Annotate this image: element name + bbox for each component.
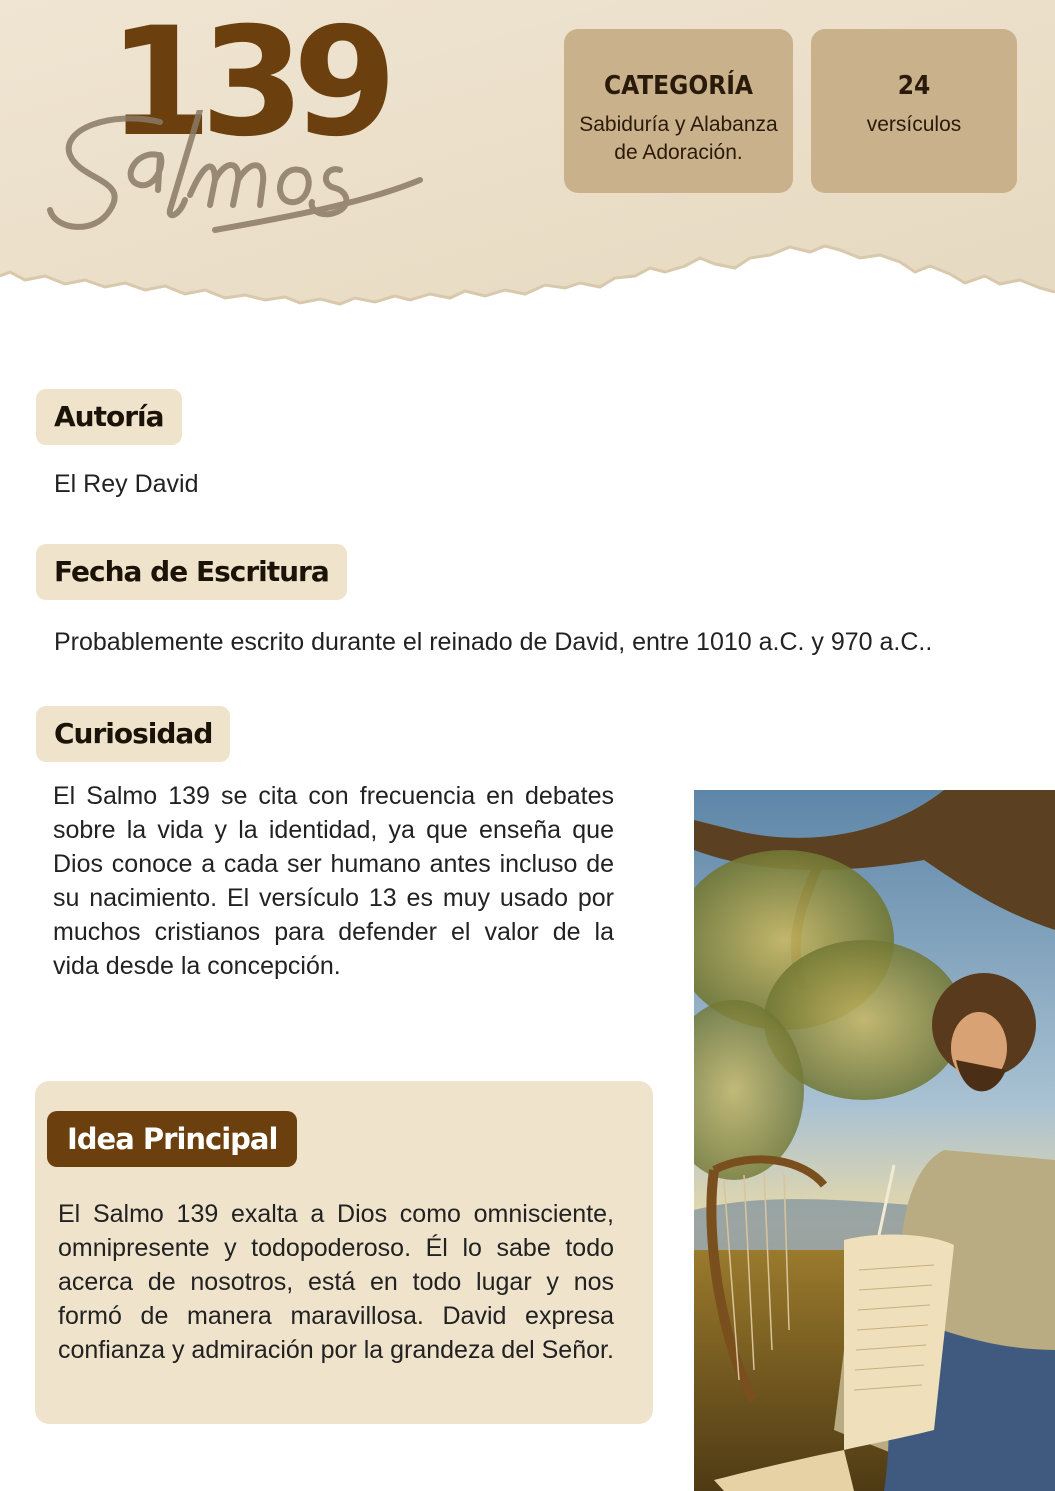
category-title: CATEGORÍA (603, 71, 754, 101)
curiosidad-text: El Salmo 139 se cita con frecuencia en debates sobre la vida y la identidad, ya que enseña que Dios conoce a cada ser humano antes incluso de su nacimiento. El versículo 13 es muy usado por muchos cristianos para defender el valor de la vida desde la concepción. (53, 782, 614, 980)
autoria-heading: Autoría (36, 389, 182, 445)
verses-box (811, 29, 1017, 193)
autoria-text: El Rey David (54, 470, 199, 498)
category-box (564, 29, 793, 193)
fecha-heading: Fecha de Escritura (36, 544, 347, 600)
idea-principal-text: El Salmo 139 exalta a Dios como omnisciente, omnipresente y todopoderoso. Él lo sabe todo acerca de nosotros, está en todo lugar y nos formó de manera maravillosa. David expresa confianza y admiración por la grandeza del Señor. (58, 1200, 614, 1364)
verses-label: versículos (866, 113, 962, 136)
category-line-1: Sabiduría y Alabanza (579, 113, 778, 136)
psalm-number: 139 (108, 0, 386, 170)
fecha-text: Probablemente escrito durante el reinado de David, entre 1010 a.C. y 970 a.C.. (54, 628, 933, 656)
curiosidad-heading: Curiosidad (36, 706, 230, 762)
david-harp-illustration (694, 790, 1055, 1491)
category-text (564, 111, 793, 167)
verses-count: 24 (897, 71, 931, 101)
category-line-2: de Adoración. (614, 141, 743, 164)
idea-principal-heading: Idea Principal (47, 1111, 297, 1167)
salmos-script-title (40, 110, 440, 270)
